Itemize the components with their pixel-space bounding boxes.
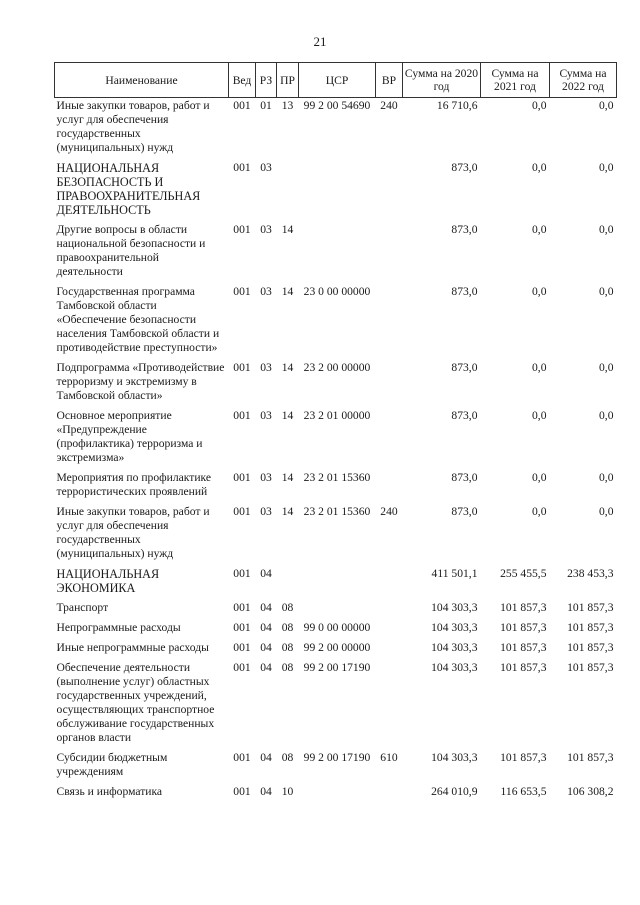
row-vr: [376, 284, 403, 360]
row-csr: 23 2 00 00000: [303, 361, 371, 374]
row-rz: 03: [260, 409, 272, 422]
row-sum-2021: 0,0: [532, 409, 547, 422]
row-ved: 001: [233, 601, 251, 614]
table-row: [55, 660, 617, 750]
row-rz: 03: [260, 285, 272, 298]
row-sum-2020: 104 303,3: [431, 751, 478, 764]
header-name: Наименование: [55, 63, 229, 98]
row-vr: [376, 620, 403, 640]
row-pr: 08: [281, 601, 294, 614]
row-rz: 03: [260, 223, 272, 236]
row-ved: 001: [233, 785, 251, 798]
row-sum-2021: 101 857,3: [500, 751, 547, 764]
row-pr: 08: [281, 641, 294, 654]
row-name: НАЦИОНАЛЬНАЯ БЕЗОПАСНОСТЬ И ПРАВООХРАНИТЕЛЬНАЯ ДЕЯТЕЛЬНОСТЬ: [56, 161, 201, 217]
table-body: [55, 98, 617, 805]
row-sum-2021: 0,0: [532, 505, 547, 518]
budget-table: [54, 62, 617, 804]
row-sum-2022: 101 857,3: [567, 661, 614, 674]
header-rz: РЗ: [256, 63, 277, 98]
row-csr: 99 2 00 17190: [303, 751, 371, 764]
table-row: [55, 784, 617, 804]
row-sum-2022: 0,0: [599, 285, 614, 298]
row-sum-2021: 101 857,3: [500, 621, 547, 634]
row-pr: 10: [281, 785, 294, 798]
row-rz: 04: [260, 785, 272, 798]
row-sum-2021: 0,0: [532, 285, 547, 298]
row-ved: 001: [233, 409, 251, 422]
row-sum-2020: 873,0: [451, 471, 478, 484]
row-pr: 13: [281, 99, 294, 112]
row-pr: 14: [281, 409, 294, 422]
row-sum-2021: 101 857,3: [500, 661, 547, 674]
row-ved: 001: [233, 661, 251, 674]
row-name: Транспорт: [56, 601, 109, 614]
row-vr: 240: [380, 505, 398, 518]
row-sum-2021: 116 653,5: [500, 785, 547, 798]
row-sum-2021: 255 455,5: [500, 567, 547, 580]
row-sum-2022: 0,0: [599, 99, 614, 112]
row-pr: 08: [281, 621, 294, 634]
row-rz: 01: [260, 99, 272, 112]
page-number: 21: [313, 34, 327, 49]
row-vr: [376, 600, 403, 620]
row-ved: 001: [233, 505, 251, 518]
row-sum-2020: 104 303,3: [431, 661, 478, 674]
row-ved: 001: [233, 751, 251, 764]
row-sum-2020: 16 710,6: [436, 99, 478, 112]
row-csr: 23 2 01 00000: [303, 409, 371, 422]
row-sum-2021: 0,0: [532, 99, 547, 112]
row-vr: [376, 566, 403, 600]
table-header-row: [55, 63, 617, 98]
row-sum-2021: 101 857,3: [500, 641, 547, 654]
header-sum-2020: Сумма на 2020 год: [403, 63, 481, 98]
row-pr: 14: [281, 505, 294, 518]
table-row: [55, 284, 617, 360]
row-csr: 99 2 00 54690: [303, 99, 371, 112]
row-sum-2022: 0,0: [599, 361, 614, 374]
row-rz: 04: [260, 567, 272, 580]
row-rz: 04: [260, 661, 272, 674]
row-sum-2022: 101 857,3: [567, 641, 614, 654]
row-sum-2020: 264 010,9: [431, 785, 478, 798]
row-sum-2022: 0,0: [599, 161, 614, 174]
table-row: [55, 640, 617, 660]
row-name: Субсидии бюджетным учреждениям: [56, 751, 168, 778]
row-pr: 08: [281, 661, 294, 674]
row-sum-2020: 104 303,3: [431, 621, 478, 634]
row-ved: 001: [233, 223, 251, 236]
row-vr: 240: [380, 99, 398, 112]
row-sum-2022: 101 857,3: [567, 751, 614, 764]
row-vr: [376, 660, 403, 750]
row-ved: 001: [233, 641, 251, 654]
table-row: [55, 160, 617, 222]
row-vr: [376, 222, 403, 284]
row-name: Мероприятия по профилактике террористических проявлений: [56, 471, 212, 498]
row-name: Обеспечение деятельности (выполнение услуг) областных государственных учреждений, осуществляющих транспортное обслуживание государственных органов власти: [56, 661, 215, 744]
table-row: [55, 98, 617, 161]
row-sum-2022: 238 453,3: [567, 567, 614, 580]
row-sum-2022: 0,0: [599, 409, 614, 422]
row-pr: [277, 566, 299, 600]
table-row: [55, 470, 617, 504]
row-pr: [277, 160, 299, 222]
row-name: Другие вопросы в области национальной безопасности и правоохранительной деятельности: [56, 223, 206, 278]
row-sum-2020: 873,0: [451, 505, 478, 518]
row-name: Связь и информатика: [56, 785, 163, 798]
row-rz: 04: [260, 621, 272, 634]
row-pr: 14: [281, 223, 294, 236]
row-vr: [376, 360, 403, 408]
row-sum-2020: 873,0: [451, 285, 478, 298]
row-sum-2021: 0,0: [532, 471, 547, 484]
row-csr: 99 2 00 00000: [303, 641, 371, 654]
row-sum-2021: 101 857,3: [500, 601, 547, 614]
row-ved: 001: [233, 621, 251, 634]
row-sum-2020: 873,0: [451, 361, 478, 374]
row-sum-2020: 104 303,3: [431, 601, 478, 614]
header-csr: ЦСР: [299, 63, 376, 98]
row-sum-2022: 101 857,3: [567, 621, 614, 634]
row-sum-2020: 873,0: [451, 223, 478, 236]
row-ved: 001: [233, 471, 251, 484]
table-row: [55, 620, 617, 640]
row-rz: 04: [260, 601, 272, 614]
row-vr: [376, 408, 403, 470]
table-row: [55, 504, 617, 566]
row-vr: [376, 784, 403, 804]
table-row: [55, 360, 617, 408]
row-csr: [299, 222, 376, 284]
row-sum-2020: 411 501,1: [431, 567, 478, 580]
header-vr: ВР: [376, 63, 403, 98]
table-row: [55, 600, 617, 620]
row-rz: 03: [260, 361, 272, 374]
row-csr: 99 0 00 00000: [303, 621, 371, 634]
row-csr: 23 2 01 15360: [303, 471, 371, 484]
row-sum-2020: 104 303,3: [431, 641, 478, 654]
row-ved: 001: [233, 285, 251, 298]
row-sum-2020: 873,0: [451, 409, 478, 422]
row-vr: [376, 640, 403, 660]
row-name: Государственная программа Тамбовской области «Обеспечение безопасности населения Тамбовской области и противодействие преступности»: [56, 285, 220, 354]
row-sum-2020: 873,0: [451, 161, 478, 174]
table-row: [55, 222, 617, 284]
row-ved: 001: [233, 361, 251, 374]
row-name: Иные закупки товаров, работ и услуг для обеспечения государственных (муниципальных) нужд: [56, 505, 210, 560]
row-name: НАЦИОНАЛЬНАЯ ЭКОНОМИКА: [56, 567, 160, 595]
row-csr: 23 2 01 15360: [303, 505, 371, 518]
row-vr: [376, 470, 403, 504]
table-row: [55, 566, 617, 600]
row-pr: 14: [281, 285, 294, 298]
row-name: Иные непрограммные расходы: [56, 641, 209, 654]
row-ved: 001: [233, 567, 251, 580]
row-rz: 03: [260, 161, 272, 174]
row-ved: 001: [233, 99, 251, 112]
row-name: Основное мероприятие «Предупреждение (профилактика) терроризма и экстремизма»: [56, 409, 203, 464]
row-ved: 001: [233, 161, 251, 174]
header-ved: Вед: [229, 63, 256, 98]
row-rz: 03: [260, 505, 272, 518]
row-sum-2022: 0,0: [599, 471, 614, 484]
header-pr: ПР: [277, 63, 299, 98]
row-sum-2022: 106 308,2: [567, 785, 614, 798]
row-sum-2022: 0,0: [599, 505, 614, 518]
row-rz: 04: [260, 641, 272, 654]
row-sum-2022: 0,0: [599, 223, 614, 236]
row-pr: 14: [281, 361, 294, 374]
row-csr: 99 2 00 17190: [303, 661, 371, 674]
row-vr: 610: [380, 751, 398, 764]
row-pr: 08: [281, 751, 294, 764]
row-csr: [299, 600, 376, 620]
row-rz: 04: [260, 751, 272, 764]
row-pr: 14: [281, 471, 294, 484]
row-name: Непрограммные расходы: [56, 621, 181, 634]
row-csr: [299, 160, 376, 222]
row-sum-2021: 0,0: [532, 223, 547, 236]
table-row: [55, 408, 617, 470]
table-row: [55, 750, 617, 784]
row-csr: 23 0 00 00000: [303, 285, 371, 298]
header-sum-2021: Сумма на 2021 год: [481, 63, 550, 98]
row-rz: 03: [260, 471, 272, 484]
row-sum-2021: 0,0: [532, 361, 547, 374]
header-sum-2022: Сумма на 2022 год: [550, 63, 617, 98]
row-name: Иные закупки товаров, работ и услуг для обеспечения государственных (муниципальных) нужд: [56, 99, 210, 154]
row-vr: [376, 160, 403, 222]
row-name: Подпрограмма «Противодействие терроризму и экстремизму в Тамбовской области»: [56, 361, 225, 402]
row-sum-2021: 0,0: [532, 161, 547, 174]
row-sum-2022: 101 857,3: [567, 601, 614, 614]
row-csr: [299, 566, 376, 600]
row-csr: [299, 784, 376, 804]
